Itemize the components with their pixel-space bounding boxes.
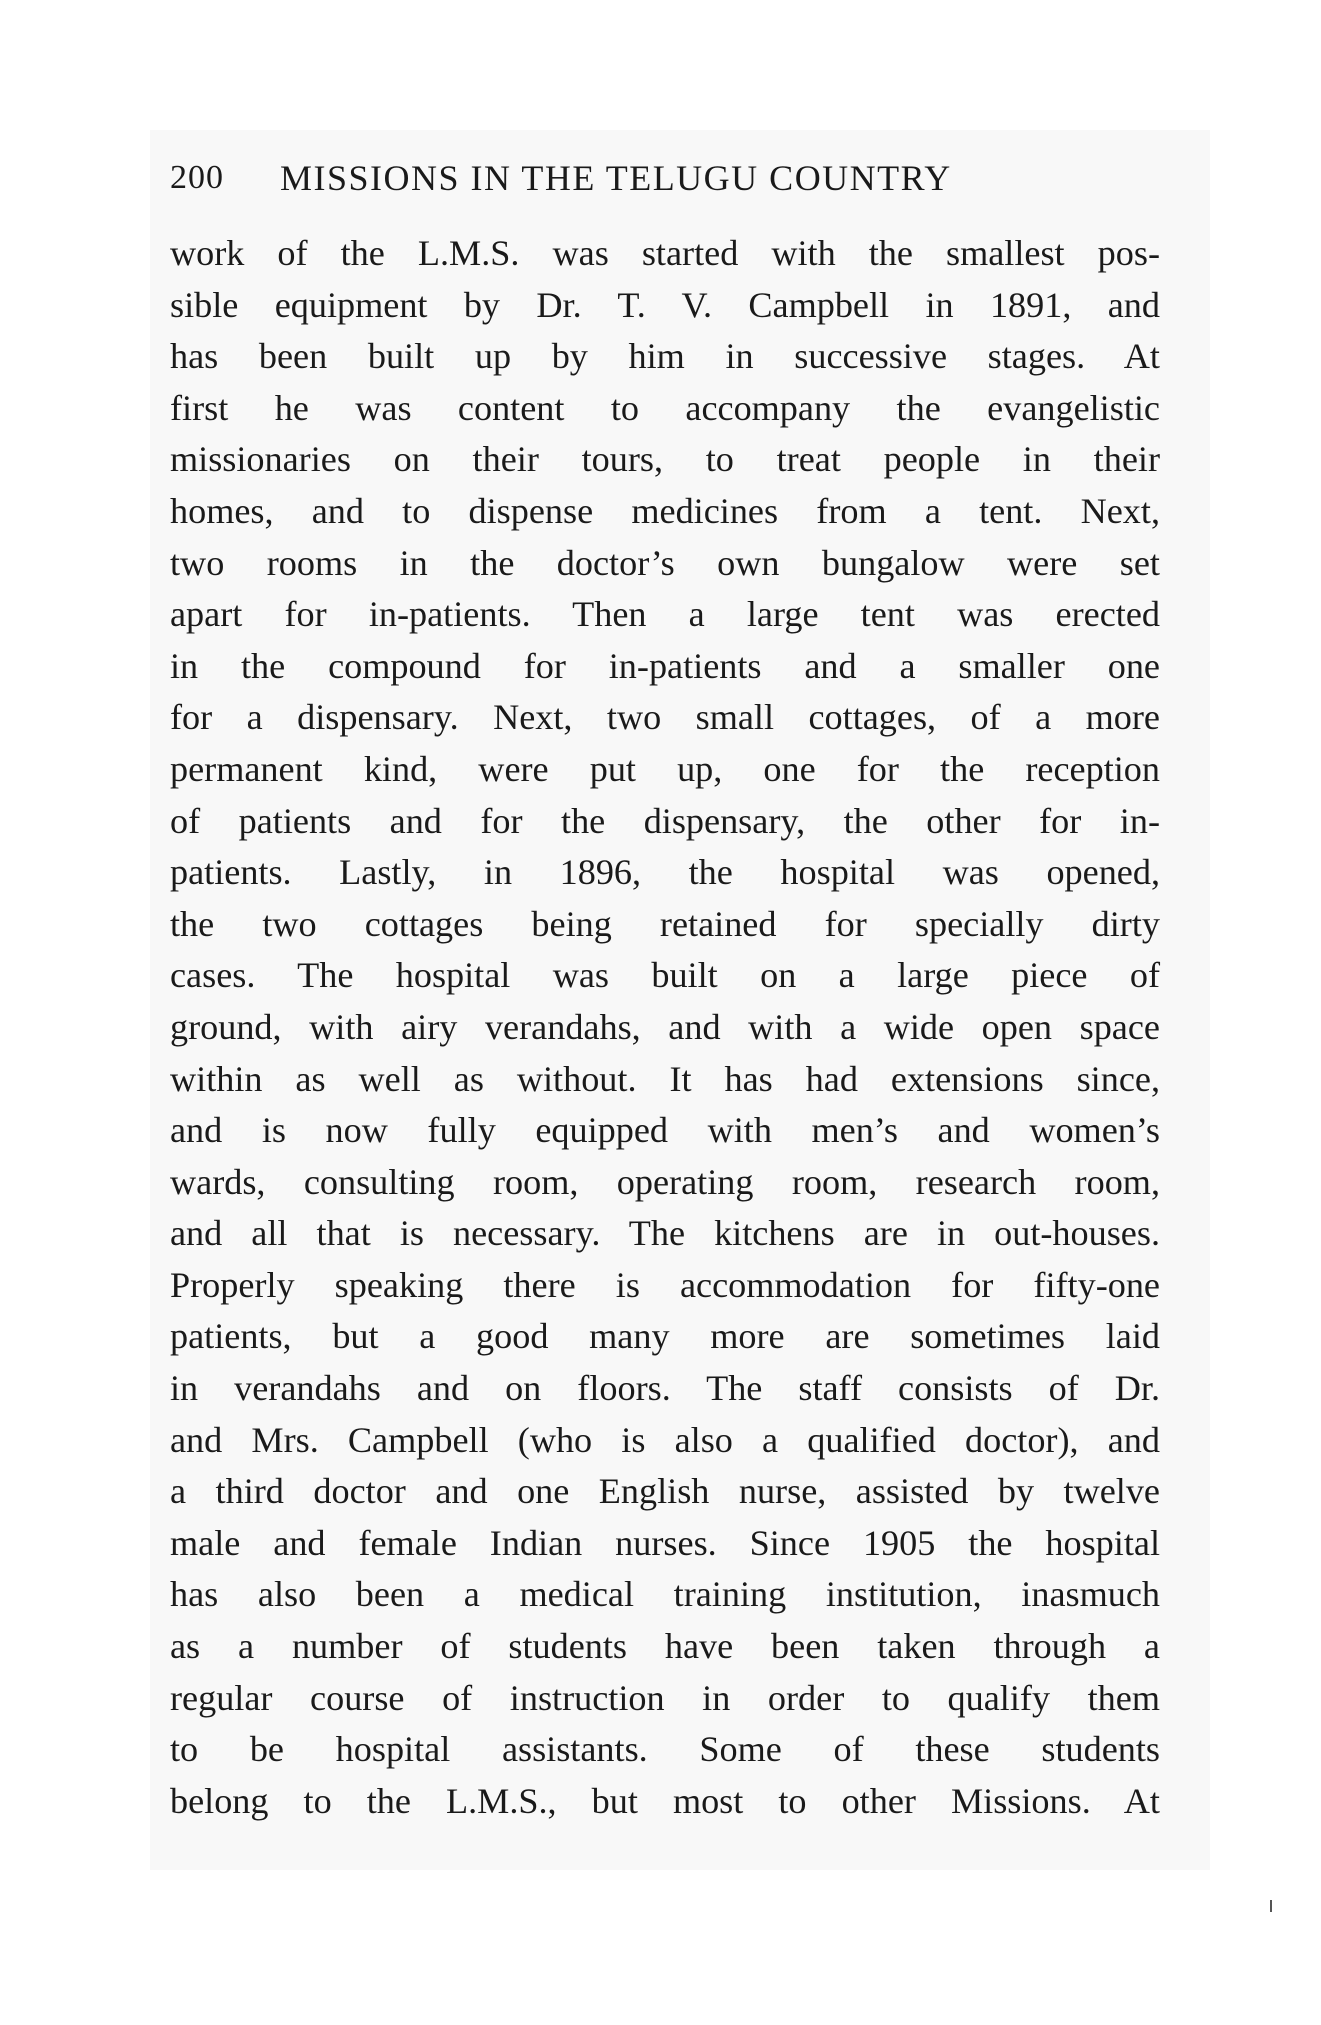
text-line: and is now fully equipped with men’s and women’s	[170, 1110, 1160, 1151]
text-line: as a number of students have been taken through a	[170, 1626, 1160, 1667]
text-line: in verandahs and on floors. The staff consists of Dr.	[170, 1368, 1160, 1409]
text-line: patients. Lastly, in 1896, the hospital was opened,	[170, 852, 1160, 893]
text-line: apart for in-patients. Then a large tent was erected	[170, 594, 1160, 635]
text-line: ground, with airy verandahs, and with a wide open space	[170, 1006, 1160, 1047]
text-line: cases. The hospital was built on a large piece of	[170, 955, 1160, 996]
text-line: male and female Indian nurses. Since 1905 the hospital	[170, 1522, 1160, 1563]
text-line: Properly speaking there is accommodation for fifty-one	[170, 1264, 1160, 1305]
text-line: a third doctor and one English nurse, assisted by twelve	[170, 1471, 1160, 1512]
text-line: and all that is necessary. The kitchens are in out-houses.	[170, 1213, 1160, 1254]
text-line: work of the L.M.S. was started with the smallest pos-	[170, 233, 1160, 273]
body-text	[170, 228, 1160, 1827]
text-line: sible equipment by Dr. T. V. Campbell in 1891, and	[170, 284, 1160, 325]
text-line: the two cottages being retained for specially dirty	[170, 903, 1160, 944]
text-line: has also been a medical training institution, inasmuch	[170, 1574, 1160, 1615]
text-line: has been built up by him in successive stages. At	[170, 336, 1160, 377]
text-line: two rooms in the doctor’s own bungalow were set	[170, 542, 1160, 583]
text-line: homes, and to dispense medicines from a tent. Next,	[170, 490, 1160, 531]
text-line: missionaries on their tours, to treat people in their	[170, 439, 1160, 480]
text-line: of patients and for the dispensary, the other for in-	[170, 800, 1160, 841]
text-line: to be hospital assistants. Some of these students	[170, 1729, 1160, 1770]
text-line: for a dispensary. Next, two small cottages, of a more	[170, 697, 1160, 738]
text-line: and Mrs. Campbell (who is also a qualified doctor), and	[170, 1419, 1160, 1460]
scan-mark	[1270, 1900, 1272, 1912]
page-number: 200	[170, 159, 224, 196]
text-line: first he was content to accompany the evangelistic	[170, 387, 1160, 428]
text-line: belong to the L.M.S., but most to other Missions. At	[170, 1780, 1160, 1821]
text-line: wards, consulting room, operating room, research room,	[170, 1161, 1160, 1202]
text-line: patients, but a good many more are sometimes laid	[170, 1316, 1160, 1357]
text-line: within as well as without. It has had extensions since,	[170, 1058, 1160, 1099]
text-line: permanent kind, were put up, one for the reception	[170, 748, 1160, 789]
running-title: MISSIONS IN THE TELUGU COUNTRY	[280, 158, 952, 198]
text-line: in the compound for in-patients and a smaller one	[170, 645, 1160, 686]
text-line: regular course of instruction in order to qualify them	[170, 1677, 1160, 1718]
page-header	[170, 148, 1090, 208]
